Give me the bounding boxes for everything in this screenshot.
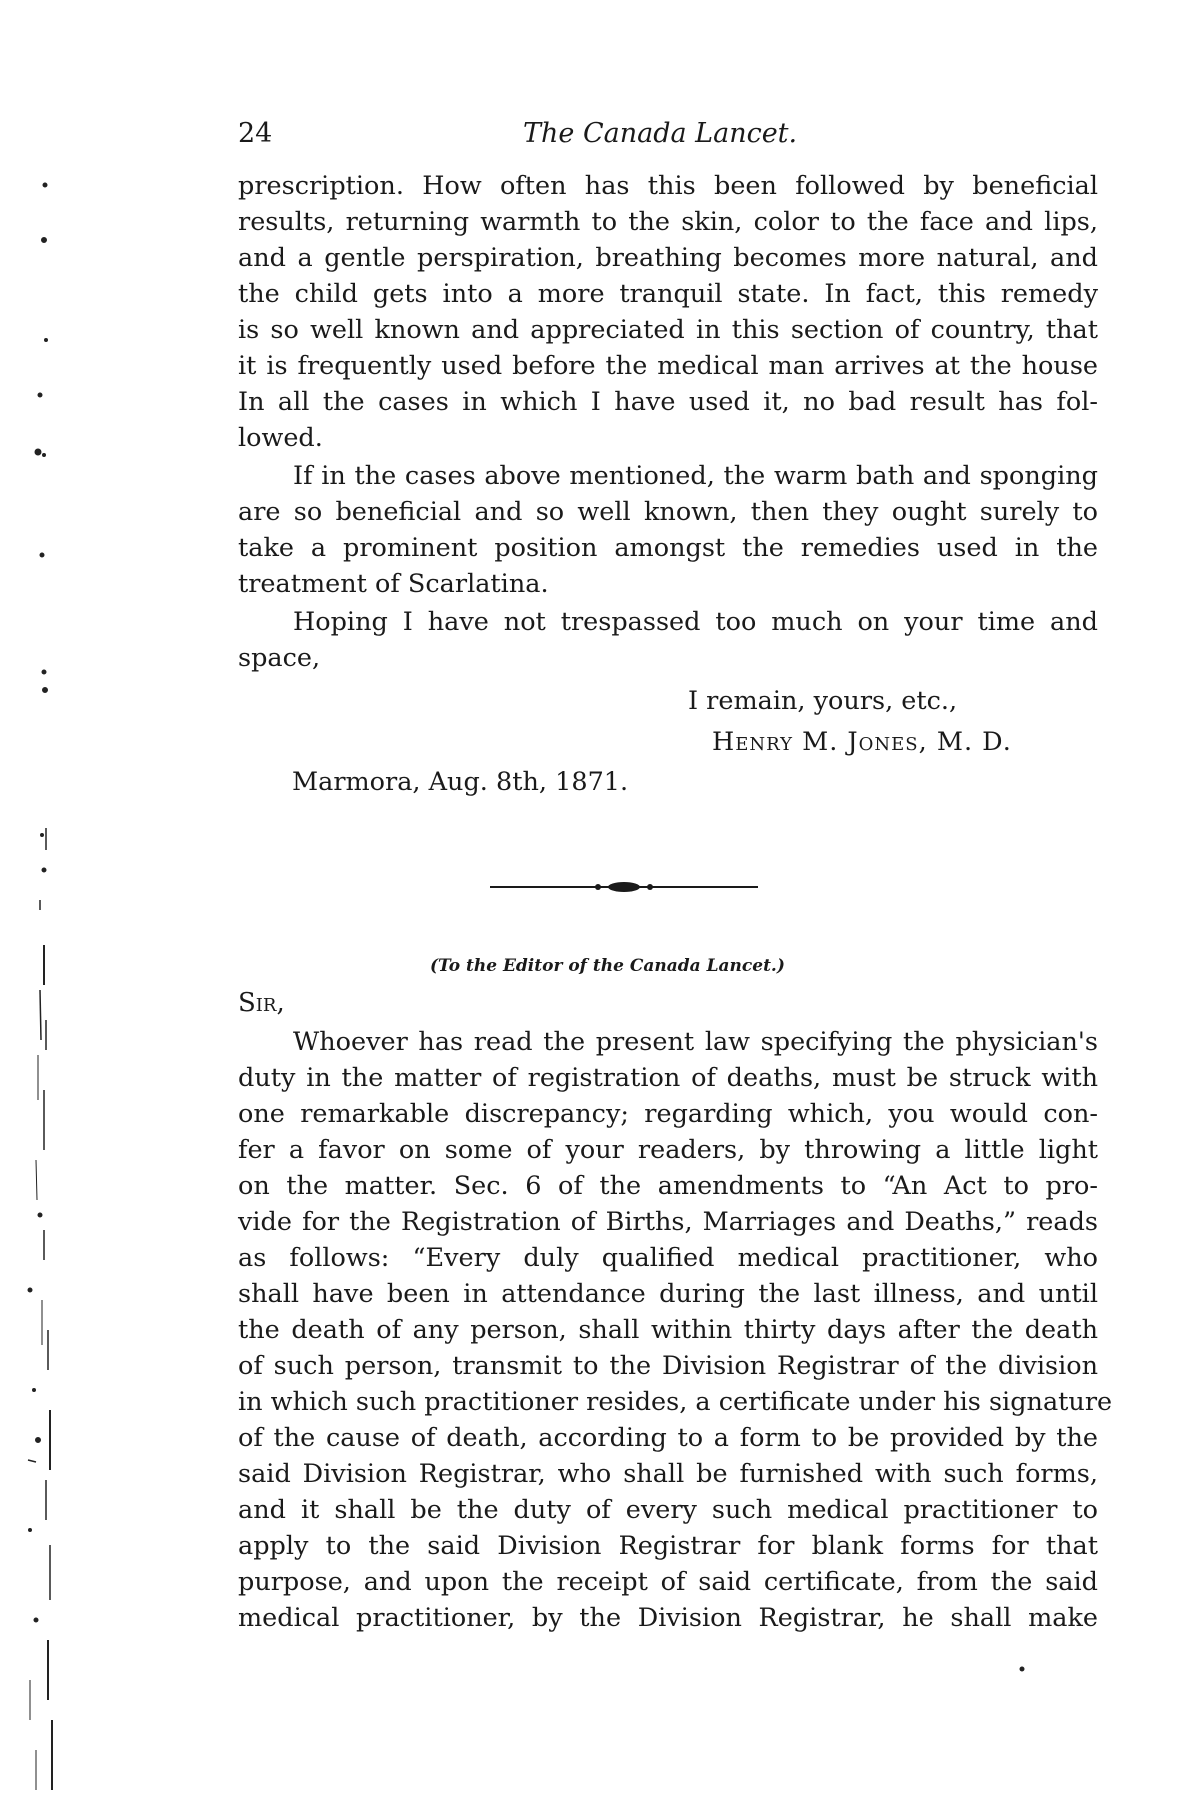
text-line: is so well known and appreciated in this section of country, that <box>238 315 1098 345</box>
text-line: are so beneficial and so well known, then they ought surely to <box>238 497 1098 527</box>
text-line: Whoever has read the present law specifying the physician's <box>293 1027 1098 1057</box>
scan-speck <box>1018 1665 1026 1673</box>
text-line: one remarkable discrepancy; regarding which, you would con- <box>238 1099 1098 1129</box>
text-line: If in the cases above mentioned, the warm bath and sponging <box>293 461 1098 491</box>
page-number: 24 <box>238 118 273 149</box>
text-line: in which such practitioner resides, a certificate under his signature <box>238 1387 1113 1417</box>
page-header <box>238 118 1098 158</box>
text-line: of the cause of death, according to a form to be provided by the <box>238 1423 1098 1453</box>
section-divider <box>490 880 758 894</box>
letter1-closing: I remain, yours, etc., <box>688 686 958 716</box>
text-line: of such person, transmit to the Division Registrar of the division <box>238 1351 1098 1381</box>
text-line: apply to the said Division Registrar for blank forms for that <box>238 1531 1098 1561</box>
text-line: as follows: “Every duly qualified medical practitioner, who <box>238 1243 1098 1273</box>
text-line: on the matter. Sec. 6 of the amendments to “An Act to pro- <box>238 1171 1098 1201</box>
text-line: prescription. How often has this been followed by beneficial <box>238 171 1098 201</box>
letter1-paragraph-2 <box>238 458 1098 602</box>
text-line: results, returning warmth to the skin, color to the face and lips, <box>238 207 1098 237</box>
text-line: take a prominent position amongst the remedies used in the <box>238 533 1098 563</box>
text-line: the child gets into a more tranquil state. In fact, this remedy <box>238 279 1098 309</box>
text-line: the death of any person, shall within thirty days after the death <box>238 1315 1098 1345</box>
text-line: lowed. <box>238 423 323 453</box>
salutation: Sir, <box>238 988 285 1018</box>
text-line: and it shall be the duty of every such medical practitioner to <box>238 1495 1098 1525</box>
letter1-paragraph-3 <box>238 604 1098 676</box>
text-line: Hoping I have not trespassed too much on your time and <box>293 607 1098 637</box>
running-title: The Canada Lancet. <box>523 118 798 149</box>
letter1-signature: Henry M. Jones, M. D. <box>712 727 1012 757</box>
letter1-paragraph-1 <box>238 168 1098 456</box>
letter2-body <box>238 1024 1113 1636</box>
text-line: vide for the Registration of Births, Marriages and Deaths,” reads <box>238 1207 1098 1237</box>
text-line: medical practitioner, by the Division Registrar, he shall make <box>238 1603 1098 1633</box>
letter1-place-date: Marmora, Aug. 8th, 1871. <box>292 767 629 797</box>
text-line: it is frequently used before the medical man arrives at the house <box>238 351 1098 381</box>
text-line: purpose, and upon the receipt of said certificate, from the said <box>238 1567 1098 1597</box>
text-line: space, <box>238 643 321 673</box>
text-line: treatment of Scarlatina. <box>238 569 549 599</box>
text-line: fer a favor on some of your readers, by throwing a little light <box>238 1135 1098 1165</box>
text-line: said Division Registrar, who shall be furnished with such forms, <box>238 1459 1098 1489</box>
text-line: duty in the matter of registration of deaths, must be struck with <box>238 1063 1098 1093</box>
text-line: and a gentle perspiration, breathing becomes more natural, and <box>238 243 1098 273</box>
text-line: In all the cases in which I have used it, no bad result has fol- <box>238 387 1098 417</box>
editor-note: (To the Editor of the Canada Lancet.) <box>430 956 785 976</box>
text-line: shall have been in attendance during the last illness, and until <box>238 1279 1098 1309</box>
margin-scan-marks <box>0 0 80 1800</box>
